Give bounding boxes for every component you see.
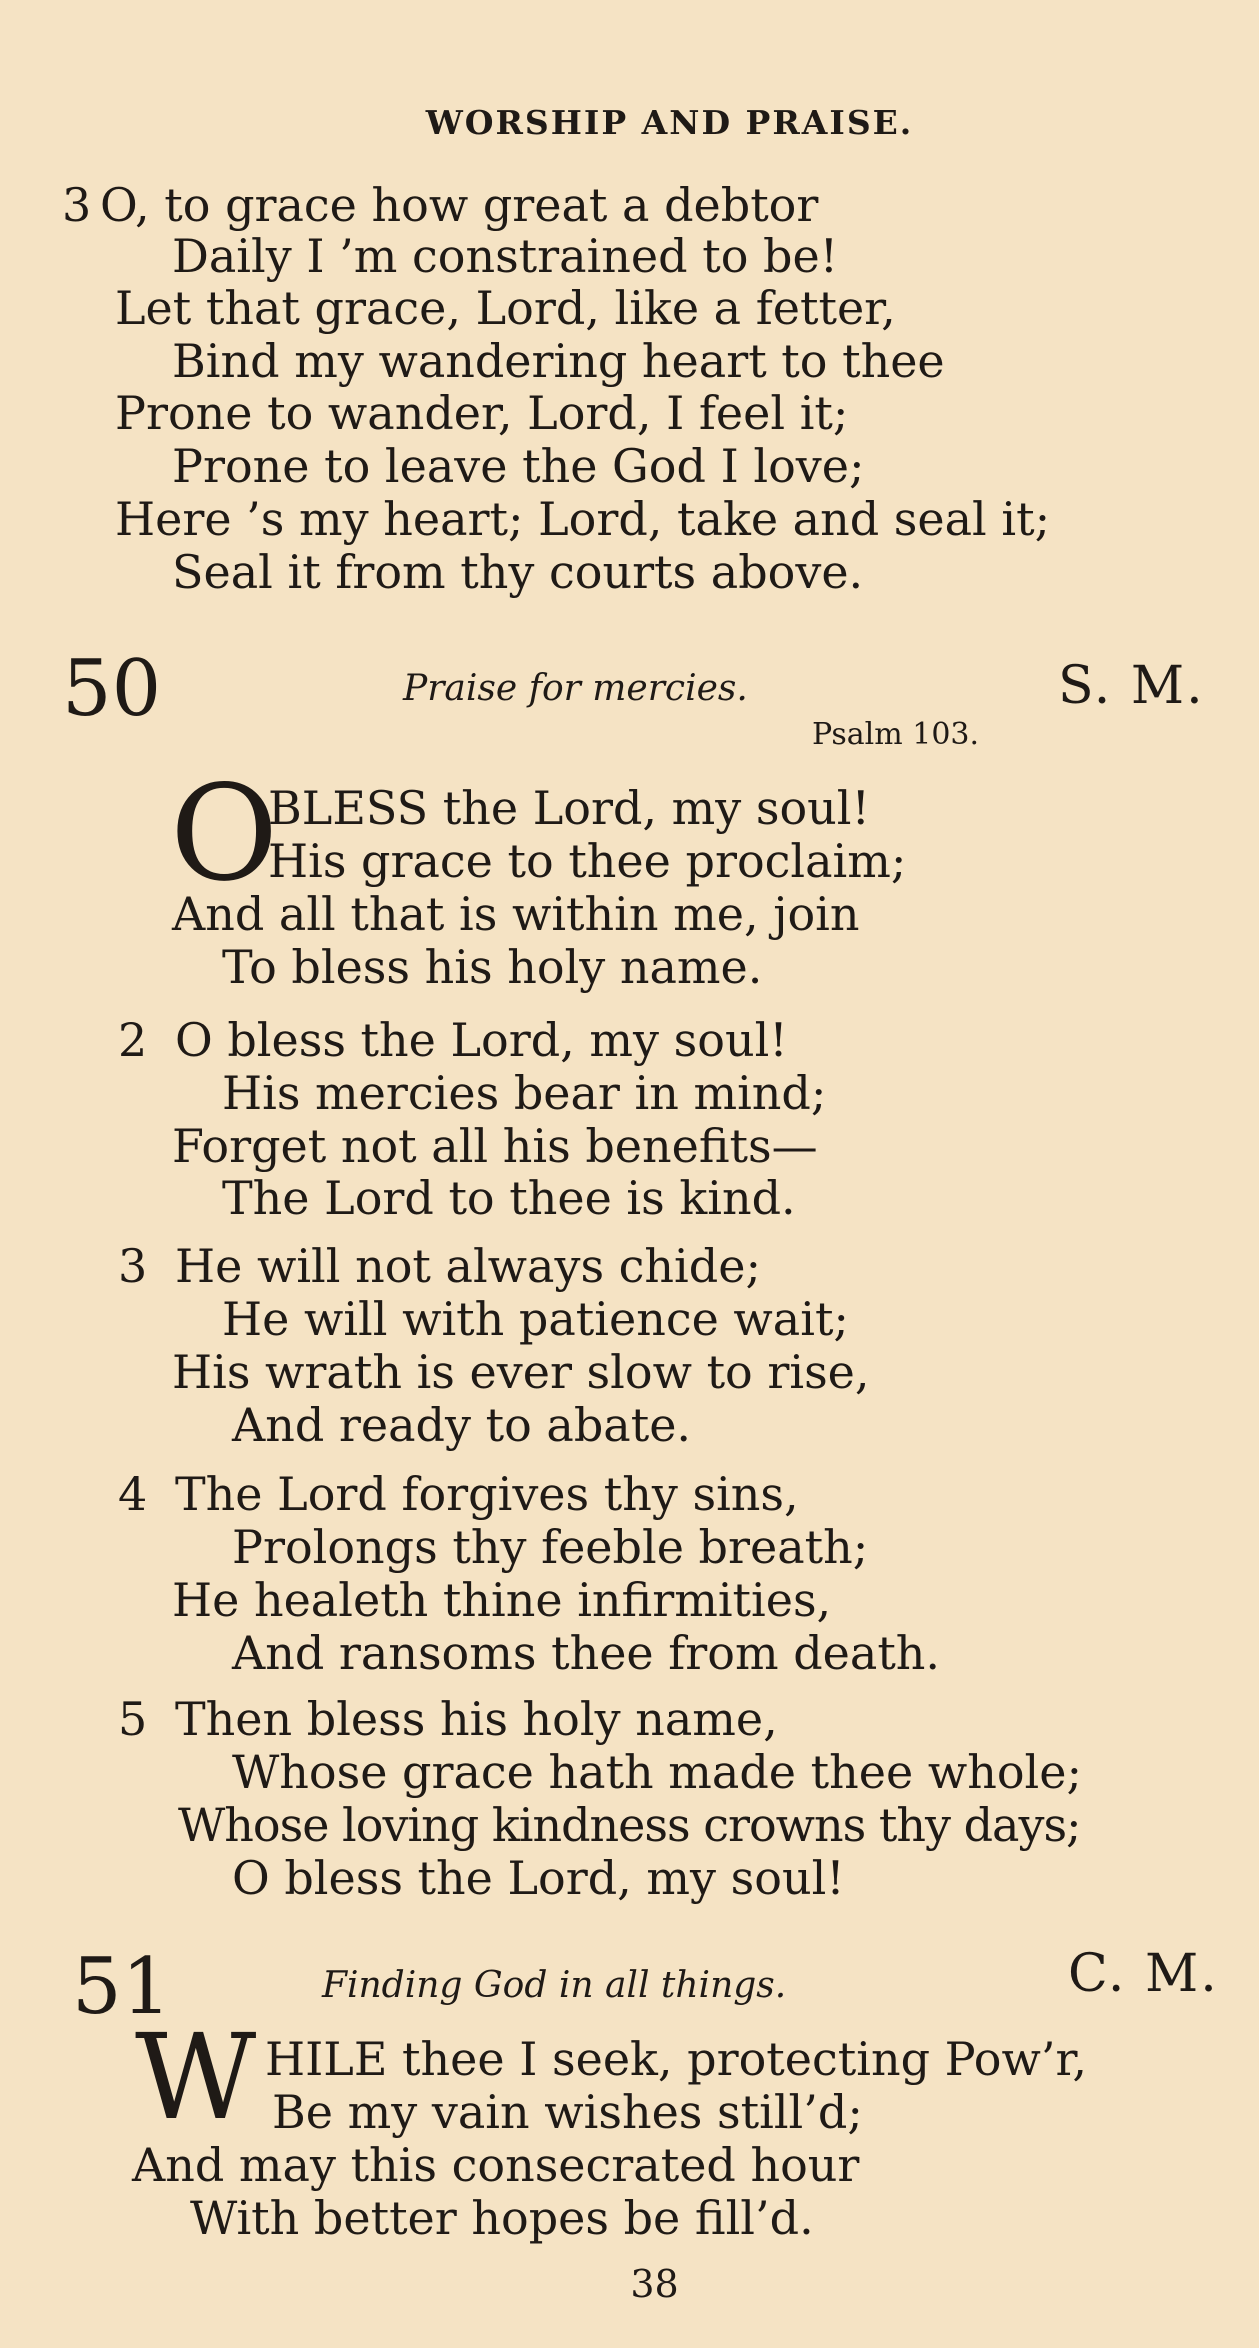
- hymn-title: Praise for mercies.: [403, 668, 748, 709]
- verse-line: With better hopes be fill’d.: [190, 2191, 814, 2245]
- verse-line: Whose grace hath made thee whole;: [232, 1745, 1082, 1799]
- verse-line: Prone to wander, Lord, I feel it;: [115, 386, 849, 440]
- hymn-title: Finding God in all things.: [322, 1965, 787, 2006]
- verse-line: His mercies bear in mind;: [222, 1066, 827, 1120]
- verse-line: The Lord forgives thy sins,: [175, 1467, 799, 1521]
- verse-line: Then bless his holy name,: [175, 1692, 778, 1746]
- verse-line: Daily I ’m constrained to be!: [172, 229, 839, 283]
- verse-line: Prone to leave the God I love;: [172, 439, 865, 493]
- verse-number: 2: [118, 1013, 148, 1067]
- running-head: WORSHIP AND PRAISE.: [425, 103, 914, 142]
- psalm-reference: Psalm 103.: [812, 717, 980, 752]
- verse-line: Prolongs thy feeble breath;: [232, 1520, 869, 1574]
- verse-number: 4: [118, 1467, 148, 1521]
- verse-line: Be my vain wishes still’d;: [272, 2085, 863, 2139]
- verse-line: O bless the Lord, my soul!: [175, 1013, 788, 1067]
- drop-cap: W: [135, 2008, 257, 2146]
- verse-number: 5: [118, 1692, 148, 1746]
- verse-line: Forget not all his benefits—: [172, 1119, 818, 1173]
- verse-line: Here ’s my heart; Lord, take and seal it;: [115, 492, 1051, 546]
- verse-number: 3: [118, 1239, 148, 1293]
- verse-line: O bless the Lord, my soul!: [232, 1851, 845, 1905]
- verse-line: His grace to thee proclaim;: [268, 834, 907, 888]
- verse-line: He will with patience wait;: [222, 1292, 849, 1346]
- verse-line: To bless his holy name.: [222, 940, 763, 994]
- drop-cap: O: [170, 757, 279, 911]
- hymn-meter: C. M.: [1068, 1944, 1219, 2004]
- verse-line: Whose loving kindness crowns thy days;: [178, 1798, 1081, 1852]
- verse-line: He healeth thine infirmities,: [172, 1573, 832, 1627]
- verse-line: BLESS the Lord, my soul!: [268, 781, 870, 835]
- verse-line: HILE thee I seek, protecting Pow’r,: [265, 2032, 1088, 2086]
- verse-line: And may this consecrated hour: [132, 2138, 860, 2192]
- verse-line: And ransoms thee from death.: [232, 1626, 941, 1680]
- verse-number: 3: [62, 178, 92, 232]
- hymn-meter: S. M.: [1058, 656, 1205, 716]
- verse-line: Bind my wandering heart to thee: [172, 334, 945, 388]
- verse-line: And all that is within me, join: [172, 887, 860, 941]
- verse-line: His wrath is ever slow to rise,: [172, 1345, 870, 1399]
- verse-line: Seal it from thy courts above.: [172, 545, 864, 599]
- verse-line: O, to grace how great a debtor: [100, 178, 819, 232]
- verse-line: And ready to abate.: [232, 1398, 692, 1452]
- verse-line: He will not always chide;: [175, 1239, 761, 1293]
- verse-line: Let that grace, Lord, like a fetter,: [115, 281, 896, 335]
- hymn-number: 50: [62, 644, 162, 734]
- page-number: 38: [630, 2262, 679, 2306]
- verse-line: The Lord to thee is kind.: [222, 1171, 796, 1225]
- hymn-number: 51: [72, 1942, 172, 2032]
